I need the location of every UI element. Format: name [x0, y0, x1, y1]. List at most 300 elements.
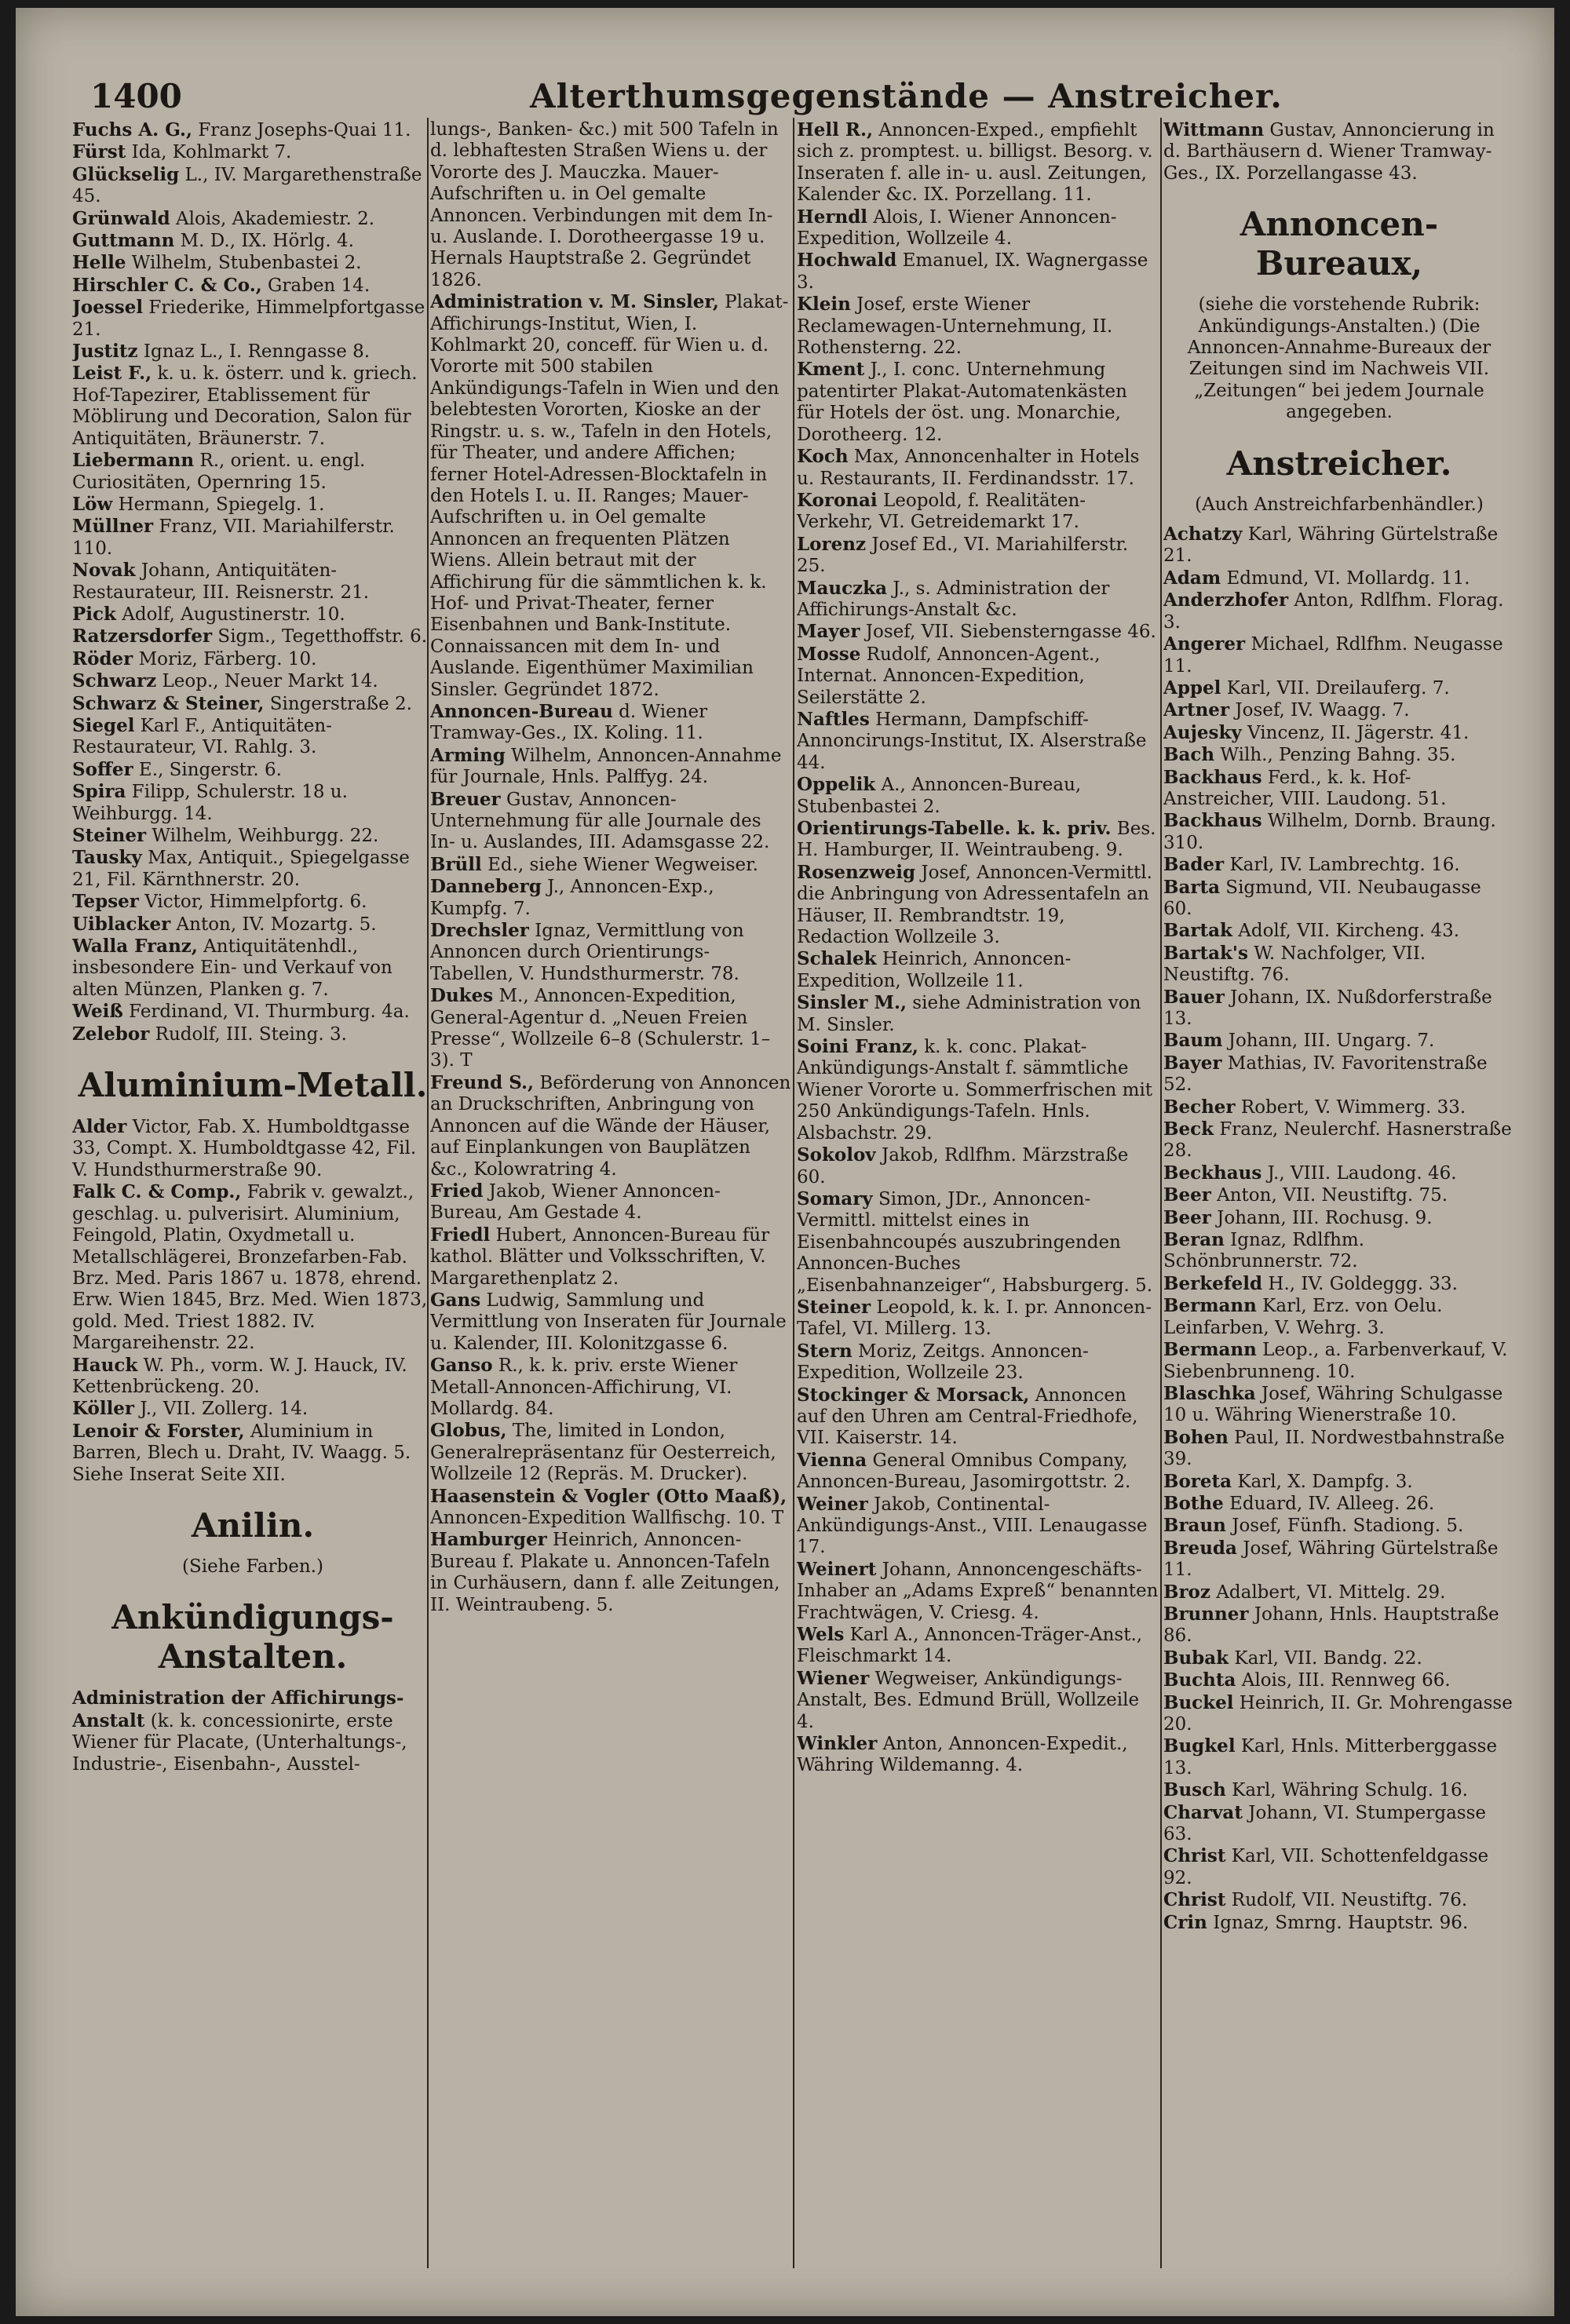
directory-entry	[72, 626, 433, 648]
entry-details: W. Nachfolger, VII. Neustiftg. 76.	[1163, 943, 1426, 986]
directory-entry	[797, 1297, 1159, 1341]
directory-entry	[72, 670, 433, 692]
entry-details: Moriz, Färberg. 10.	[133, 648, 317, 669]
directory-entry	[72, 936, 433, 1001]
entry-name: Arming	[430, 744, 506, 766]
entry-name: Breuda	[1163, 1537, 1237, 1559]
entry-name: Bubak	[1163, 1647, 1229, 1669]
entry-name: Walla Franz,	[72, 936, 198, 958]
entry-details: Josef, Fünfh. Stadiong. 5.	[1225, 1516, 1464, 1537]
entry-details: Eduard, IV. Alleeg. 26.	[1223, 1493, 1435, 1514]
entry-name: Schalek	[797, 948, 877, 970]
directory-entry	[797, 1341, 1159, 1385]
entry-name: Beran	[1163, 1229, 1225, 1251]
entry-details: Josef, Annoncen-Vermittl. die Anbringung von Adressentafeln an Häuser, II. Rembrandtstr. 19, Redaction Wollzeile 3.	[797, 862, 1152, 948]
entry-name: Löw	[72, 493, 113, 515]
entry-details: Ignaz, Smrng. Hauptstr. 96.	[1207, 1912, 1469, 1933]
entry-name: Artner	[1163, 699, 1230, 721]
entry-name: Blaschka	[1163, 1382, 1256, 1404]
entry-details: Vincenz, II. Jägerstr. 41.	[1241, 722, 1470, 743]
directory-entry	[1163, 943, 1515, 987]
entry-details: Wegweiser, Ankündigungs-Anstalt, Bes. Edmund Brüll, Wollzeile 4.	[797, 1668, 1140, 1732]
directory-entry	[1163, 1471, 1515, 1493]
entry-details: Michael, Rdlfhm. Neugasse 11.	[1163, 634, 1503, 677]
directory-entry	[430, 1072, 791, 1180]
directory-entry	[797, 621, 1159, 643]
page-header	[90, 77, 1495, 124]
entry-name: Bauer	[1163, 986, 1225, 1008]
entry-details: Karl, Erz. von Oelu. Leinfarben, V. Wehrg. 3.	[1163, 1296, 1443, 1338]
entry-details: Alois, I. Wiener Annoncen-Expedition, Wollzeile 4.	[797, 206, 1117, 250]
directory-entry	[1163, 1692, 1515, 1736]
entry-details: Karl, VII. Schottenfeldgasse 92.	[1163, 1846, 1489, 1888]
entry-name: Bader	[1163, 854, 1225, 876]
entry-details: J., I. conc. Unternehmung patentirter Plakat-Automatenkästen für Hotels der öst. ung. Monarchie, Dorotheerg. 12.	[797, 359, 1127, 445]
directory-entry	[430, 1486, 791, 1530]
entry-name: Siegel	[72, 714, 135, 736]
entry-name: Naftles	[797, 708, 870, 730]
directory-entry	[797, 1450, 1159, 1494]
entry-name: Bach	[1163, 744, 1215, 766]
directory-entry	[72, 252, 433, 274]
entry-name: Brunner	[1163, 1603, 1249, 1625]
directory-entry	[430, 854, 791, 876]
entry-details: Robert, V. Wimmerg. 33.	[1235, 1096, 1466, 1118]
section-heading: Aluminium-Metall.	[78, 1066, 428, 1105]
directory-entry	[72, 208, 433, 230]
entry-name: Ganso	[430, 1355, 493, 1377]
entry-name: Anderzhofer	[1163, 589, 1289, 611]
entry-details: Franz Josephs-Quai 11.	[192, 120, 411, 140]
entry-details: Adolf, Augustinerstr. 10.	[115, 604, 345, 625]
entry-details: Rudolf, III. Steing. 3.	[149, 1023, 347, 1045]
entry-name: Leist F.,	[72, 363, 152, 385]
directory-entry	[1163, 524, 1515, 567]
entry-name: Wittmann	[1163, 119, 1265, 140]
entry-details: Ignaz, Rdlfhm. Schönbrunnerstr. 72.	[1163, 1230, 1365, 1272]
directory-entry	[1163, 1582, 1515, 1603]
entry-details: Franz, VII. Mariahilferstr. 110.	[72, 516, 395, 559]
entry-details: Heinrich, Annoncen-Bureau f. Plakate u. Annoncen-Tafeln in Curhäusern, dann f. alle Zeitungen, II. Weintraubeng. 5.	[430, 1530, 780, 1615]
entry-details: Josef, Währing Schulgasse 10 u. Währing Wienerstraße 10.	[1163, 1383, 1503, 1426]
directory-entry	[72, 494, 433, 516]
section-note: (Auch Anstreichfarbenhändler.)	[1195, 494, 1484, 515]
page-number: 1400	[90, 77, 182, 115]
entry-details: Rudolf, Annoncen-Agent., Internat. Annoncen-Expedition, Seilerstätte 2.	[797, 644, 1101, 708]
directory-entry	[1163, 1339, 1515, 1383]
directory-entry	[72, 1023, 433, 1045]
entry-details: W. Ph., vorm. W. J. Hauck, IV. Kettenbrückeng. 20.	[72, 1355, 407, 1397]
directory-entry	[797, 1559, 1159, 1624]
entry-name: Broz	[1163, 1581, 1210, 1603]
entry-name: Buckel	[1163, 1691, 1234, 1713]
directory-entry	[430, 1529, 791, 1616]
entry-details: Moriz, Zeitgs. Annoncen-Expedition, Wollzeile 23.	[797, 1341, 1089, 1384]
directory-entry	[1163, 1383, 1515, 1427]
entry-name: Hirschler C. & Co.,	[72, 274, 262, 296]
entry-name: Tepser	[72, 891, 139, 913]
entry-name: Sinsler M.,	[797, 992, 907, 1014]
directory-entry	[797, 119, 1159, 206]
directory-entry	[72, 1181, 433, 1354]
entry-name: Drechsler	[430, 920, 529, 942]
entry-name: Oppelik	[797, 774, 876, 796]
directory-entry	[72, 693, 433, 715]
entry-details: Josef, VII. Siebensterngasse 46.	[860, 622, 1156, 643]
entry-details: k. u. k. österr. und k. griech. Hof-Tapezirer, Etablissement für Möblirung und Decoration, Salon für Antiquitäten, Bräunerstr. 7.	[72, 363, 418, 449]
entry-details: Rudolf, VII. Neustiftg. 76.	[1225, 1890, 1468, 1911]
entry-details: Wilh., Penzing Bahng. 35.	[1214, 745, 1456, 766]
entry-details: Wilhelm, Dornb. Braung. 310.	[1163, 811, 1496, 853]
directory-entry	[797, 862, 1159, 949]
entry-name: Klein	[797, 294, 851, 316]
directory-entry	[72, 341, 433, 363]
entry-details: Johann, Annoncengeschäfts-Inhaber an „Adams Expreß“ benannten Frachtwägen, V. Criesg. 4.	[797, 1559, 1159, 1623]
column-2	[430, 119, 791, 2270]
entry-details: Karl, Währing Schulg. 16.	[1225, 1780, 1468, 1801]
entry-details: Karl F., Antiquitäten-Restaurateur, VI. Rahlg. 3.	[72, 715, 332, 758]
section-heading: Anstreicher.	[1226, 443, 1452, 483]
section-heading: Ankündigungs-Anstalten.	[111, 1598, 394, 1676]
directory-entry	[797, 992, 1159, 1036]
entry-name: Berkefeld	[1163, 1272, 1263, 1294]
entry-name: Müllner	[72, 516, 154, 538]
directory-entry	[72, 141, 433, 163]
section-note: (siehe die vorstehende Rubrik: Ankündigungs-Anstalten.) (Die Annoncen-Annahme-Bureaux der Zeitungen sind im Nachweis VII. „Zeitungen“ bei jedem Journale angegeben.	[1187, 294, 1492, 423]
entry-details: Annoncen auf den Uhren am Central-Friedhofe, VII. Kaiserstr. 14.	[797, 1385, 1138, 1449]
entry-name: Fuchs A. G.,	[72, 119, 193, 140]
entry-details: Johann, Antiquitäten-Restaurateur, III. Reisnerstr. 21.	[72, 560, 370, 603]
entry-name: Zelebor	[72, 1023, 150, 1045]
column-3	[797, 119, 1159, 2270]
entry-name: Liebermann	[72, 450, 195, 472]
directory-entry	[1163, 1802, 1515, 1846]
entry-name: Hell R.,	[797, 119, 873, 140]
entry-name: Becher	[1163, 1096, 1236, 1118]
directory-entry	[797, 818, 1159, 862]
directory-entry	[1163, 1295, 1515, 1339]
entry-details: Annoncen-Expedition Wallfischg. 10. T	[430, 1508, 784, 1528]
entry-name: Friedl	[430, 1224, 491, 1246]
entry-details: Ferd., k. k. Hof-Anstreicher, VIII. Laudong. 51.	[1163, 767, 1447, 809]
directory-entry	[1163, 987, 1515, 1031]
directory-entry	[72, 164, 433, 208]
entry-name: Soini Franz,	[797, 1036, 918, 1058]
entry-details: H., IV. Goldeggg. 33.	[1262, 1273, 1458, 1294]
entry-details: Josef, erste Wiener Reclamewagen-Unternehmung, II. Rothensterng. 22.	[797, 294, 1113, 359]
directory-entry	[430, 1290, 791, 1355]
entry-name: Wels	[797, 1624, 845, 1646]
directory-entry	[1163, 567, 1515, 589]
entry-details: d. Wiener Tramway-Ges., IX. Koling. 11.	[430, 701, 708, 744]
entry-details: Ignaz L., I. Renngasse 8.	[137, 341, 371, 363]
directory-entry	[1163, 1889, 1515, 1911]
directory-entry	[797, 1624, 1159, 1668]
entry-name: Somary	[797, 1188, 873, 1209]
entry-name: Röder	[72, 648, 133, 669]
entry-name: Beckhaus	[1163, 1162, 1262, 1184]
directory-entry	[1163, 1207, 1515, 1229]
entry-details: Wilhelm, Annoncen-Annahme für Journale, Hnls. Palffyg. 24.	[430, 745, 782, 788]
entry-name: Glückselig	[72, 163, 180, 185]
entry-details: Simon, JDr., Annoncen-Vermittl. mittelst eines in Eisenbahncoupés auszubringenden Annoncen-Buches „Eisenbahnanzeiger“, Habsburgerg. 5.	[797, 1188, 1153, 1296]
entry-name: Angerer	[1163, 633, 1246, 655]
entry-details: J., Annoncen-Exp., Kumpfg. 7.	[430, 877, 714, 919]
directory-entry	[72, 891, 433, 913]
directory-entry	[797, 359, 1159, 446]
entry-details: Gustav, Annoncierung in d. Barthäusern d. Wiener Tramway-Ges., IX. Porzellangasse 43.	[1163, 120, 1495, 184]
entry-details: Ida, Kohlmarkt 7.	[126, 142, 292, 163]
directory-entry	[430, 985, 791, 1072]
entry-details: Josef, Währing Gürtelstraße 11.	[1163, 1538, 1499, 1581]
entry-name: Koronai	[797, 489, 878, 511]
directory-entry	[72, 914, 433, 936]
column-rule	[1160, 118, 1162, 2268]
entry-name: Lorenz	[797, 533, 867, 555]
entry-name: Haasenstein & Vogler (Otto Maaß),	[430, 1485, 787, 1507]
entry-details: Karl, X. Dampfg. 3.	[1232, 1471, 1413, 1492]
directory-entry	[72, 1355, 433, 1399]
entry-name: Winkler	[797, 1733, 878, 1755]
entry-name: Hauck	[72, 1354, 138, 1376]
entry-details: Hubert, Annoncen-Bureau für kathol. Blätter und Volksschriften, V. Margarethenplatz 2.	[430, 1224, 770, 1289]
entry-name: Charvat	[1163, 1801, 1243, 1823]
section-heading: Anilin.	[191, 1505, 315, 1545]
directory-entry	[797, 1668, 1159, 1733]
entry-name: Backhaus	[1163, 766, 1262, 788]
directory-entry	[72, 648, 433, 670]
entry-details: Johann, III. Rochusg. 9.	[1210, 1207, 1433, 1228]
entry-details: Wilhelm, Weihburgg. 22.	[146, 826, 379, 846]
directory-entry	[72, 1001, 433, 1023]
directory-entry	[1163, 1603, 1515, 1647]
entry-name: Annoncen-Bureau	[430, 700, 613, 722]
entry-details: Alois, III. Rennweg 66.	[1236, 1670, 1451, 1691]
entry-details: Beförderung von Annoncen an Druckschriften, Anbringung von Annoncen auf die Wände der Häuser, auf Einplankungen von Bauplätzen &c., Kolowratring 4.	[430, 1072, 791, 1180]
entry-details: Sigm., Tegetthoffstr. 6.	[212, 626, 428, 648]
entry-name: Spira	[72, 781, 126, 803]
entry-name: Baum	[1163, 1030, 1223, 1052]
entry-details: siehe Administration von M. Sinsler.	[797, 993, 1141, 1035]
entry-details: The, limited in London, Generalrepräsentanz für Oesterreich, Wollzeile 12 (Repräs. M. Drucker).	[430, 1421, 776, 1485]
entry-name: Aujesky	[1163, 721, 1242, 743]
directory-entry	[1163, 1162, 1515, 1184]
directory-entry	[430, 789, 791, 854]
entry-name: Schwarz & Steiner,	[72, 692, 265, 714]
entry-details: J., s. Administration der Affichirungs-Anstalt &c.	[797, 578, 1110, 620]
directory-entry	[430, 701, 791, 745]
entry-details: Anton, Annoncen-Expedit., Währing Wildemanng. 4.	[797, 1734, 1128, 1776]
entry-name: Ratzersdorfer	[72, 626, 213, 648]
entry-details: Sigmund, VII. Neubaugasse 60.	[1163, 877, 1481, 919]
entry-name: Joessel	[72, 297, 144, 319]
entry-details: Johann, VI. Stumpergasse 63.	[1163, 1802, 1487, 1845]
directory-entry	[1163, 119, 1515, 184]
directory-entry	[797, 1385, 1159, 1450]
directory-entry	[72, 1116, 433, 1181]
entry-name: Christ	[1163, 1845, 1226, 1867]
entry-details: Aluminium in Barren, Blech u. Draht, IV. Waagg. 5. Siehe Inserat Seite XII.	[72, 1421, 411, 1485]
directory-entry	[72, 275, 433, 297]
entry-name: Helle	[72, 252, 126, 274]
entry-name: Falk C. & Comp.,	[72, 1181, 242, 1203]
entry-name: Backhaus	[1163, 810, 1262, 832]
entry-details: Anton, Rdlfhm. Florag. 3.	[1163, 590, 1504, 633]
entry-name: Justitz	[72, 341, 138, 363]
entry-details: Mathias, IV. Favoritenstraße 52.	[1163, 1053, 1488, 1096]
entry-name: Wiener	[797, 1667, 870, 1689]
directory-entry	[1163, 1912, 1515, 1934]
entry-details: Karl, VII. Dreilauferg. 7.	[1221, 677, 1450, 699]
column-1	[72, 119, 433, 2270]
directory-entry	[1163, 1427, 1515, 1471]
entry-name: Steiner	[72, 825, 147, 846]
entry-details: Gustav, Annoncen-Unternehmung für alle Journale des In- u. Auslandes, III. Adamsgasse 22.	[430, 789, 770, 853]
entry-name: Hochwald	[797, 250, 897, 272]
directory-entry	[72, 759, 433, 781]
directory-entry	[72, 1421, 433, 1486]
directory-entry	[797, 644, 1159, 709]
entry-details: Anton, VII. Neustiftg. 75.	[1210, 1185, 1448, 1206]
entry-details: E., Singerstr. 6.	[133, 759, 282, 780]
entry-details: Singerstraße 2.	[264, 693, 412, 714]
entry-name: Orientirungs-Tabelle. k. k. priv.	[797, 818, 1112, 839]
entry-details: Jakob, Rdlfhm. Märzstraße 60.	[797, 1145, 1129, 1188]
directory-entry	[1163, 1053, 1515, 1096]
entry-name: Hamburger	[430, 1529, 547, 1551]
directory-entry	[797, 446, 1159, 490]
entry-name: Crin	[1163, 1911, 1207, 1933]
entry-name: Christ	[1163, 1889, 1226, 1911]
entry-details: Victor, Himmelpfortg. 6.	[138, 892, 367, 913]
directory-entry	[430, 1224, 791, 1290]
entry-name: Weiner	[797, 1493, 868, 1515]
directory-entry	[430, 1420, 791, 1485]
directory-entry	[1163, 1669, 1515, 1691]
entry-name: Beer	[1163, 1184, 1211, 1206]
entry-name: Appel	[1163, 677, 1221, 699]
entry-name: Herndl	[797, 206, 868, 228]
entry-details: Plakat-Affichirungs-Institut, Wien, I. Kohlmarkt 20, conceff. für Wien u. d. Vororte mit 500 stabilen Ankündigungs-Tafeln in Wien und den belebtesten Vororten, Kioske an der Ringstr. u. s. w., Tafeln in den Hotels, für Theater, und andere Affichen; ferner Hotel-Adressen-Blocktafeln in den Hotels I. u. II. Ranges; Mauer-Aufschriften u. in Oel gemalte Annoncen an frequenten Plätzen Wiens. Allein betraut mit der Affichirung für die sämmtlichen k. k. Hof- und Privat-Theater, ferner Eisenbahnen und Bank-Institute. Connaissancen mit dem In- und Auslande. Eigenthümer Maximilian Sinsler. Gegründet 1872.	[430, 292, 789, 700]
directory-entry	[72, 825, 433, 847]
entry-details: L., IV. Margarethenstraße 45.	[72, 164, 422, 207]
directory-entry	[430, 119, 791, 291]
entry-details: Adalbert, VI. Mittelg. 29.	[1210, 1582, 1446, 1603]
entry-name: Administration v. M. Sinsler,	[430, 291, 719, 313]
entry-name: Bothe	[1163, 1492, 1224, 1514]
directory-entry	[1163, 699, 1515, 721]
directory-entry	[1163, 1273, 1515, 1295]
directory-entry	[1163, 744, 1515, 766]
entry-name: Achatzy	[1163, 524, 1243, 545]
entry-details: Johann, III. Ungarg. 7.	[1222, 1031, 1435, 1052]
entry-details: Wilhelm, Stubenbastei 2.	[126, 253, 362, 274]
directory-entry	[1163, 877, 1515, 921]
entry-details: Emanuel, IX. Wagnergasse 3.	[797, 250, 1148, 293]
entry-name: Freund S.,	[430, 1071, 535, 1093]
directory-entry	[797, 1144, 1159, 1188]
entry-name: Mauczka	[797, 577, 887, 599]
entry-details: Johann, Hnls. Hauptstraße 86.	[1163, 1603, 1499, 1647]
entry-details: Annoncen-Exped., empfiehlt sich z. promptest. u. billigst. Besorg. v. Inseraten f. alle in- u. ausl. Zeitungen, Kalender &c. IX. Porzellang. 11.	[797, 120, 1153, 206]
entry-details: Karl, VII. Bandg. 22.	[1229, 1647, 1422, 1669]
directory-entry	[1163, 1184, 1515, 1206]
directory-entry	[430, 1355, 791, 1420]
entry-name: Bermann	[1163, 1339, 1257, 1361]
entry-details: M., Annoncen-Expedition, General-Agentur d. „Neuen Freien Presse“, Wollzeile 6–8 (Schulerstr. 1–3). T	[430, 986, 771, 1071]
entry-details: Alois, Akademiestr. 2.	[170, 208, 375, 229]
entry-details: Edmund, VI. Mollardg. 11.	[1221, 567, 1470, 589]
directory-entry	[1163, 1030, 1515, 1052]
entry-details: Karl, IV. Lambrechtg. 16.	[1224, 855, 1460, 876]
entry-name: Gans	[430, 1289, 481, 1311]
directory-entry	[72, 560, 433, 604]
entry-details: Karl, Währing Gürtelstraße 21.	[1163, 524, 1499, 567]
directory-entry	[797, 709, 1159, 774]
directory-entry	[72, 847, 433, 891]
entry-name: Stockinger & Morsack,	[797, 1384, 1030, 1406]
entry-details: Hermann, Spiegelg. 1.	[112, 494, 325, 515]
directory-entry	[72, 363, 433, 450]
directory-entry	[72, 119, 433, 141]
entry-details: R., k. k. priv. erste Wiener Metall-Annoncen-Affichirung, VI. Mollardg. 84.	[430, 1355, 738, 1419]
directory-entry	[1163, 1515, 1515, 1537]
directory-entry	[72, 516, 433, 560]
directory-entry	[797, 490, 1159, 534]
directory-entry	[797, 534, 1159, 578]
entry-details: Ed., siehe Wiener Wegweiser.	[481, 854, 758, 875]
entry-name: Sokolov	[797, 1144, 876, 1166]
entry-details: R., orient. u. engl. Curiositäten, Opernring 15.	[72, 451, 366, 493]
running-title: Alterthumsgegenstände — Anstreicher.	[530, 77, 1283, 115]
directory-entry	[1163, 1229, 1515, 1273]
entry-details: A., Annoncen-Bureau, Stubenbastei 2.	[797, 775, 1082, 817]
entry-details: Ignaz, Vermittlung von Annoncen durch Orientirungs-Tabellen, V. Hundsthurmerstr. 78.	[430, 921, 744, 984]
directory-entry	[1163, 810, 1515, 854]
entry-name: Novak	[72, 560, 136, 582]
directory-entry	[797, 250, 1159, 294]
entry-details: Anton, IV. Mozartg. 5.	[170, 914, 377, 935]
directory-entry	[1163, 1118, 1515, 1162]
entry-name: Mayer	[797, 621, 860, 643]
directory-entry	[430, 876, 791, 920]
entry-name: Stern	[797, 1340, 853, 1362]
entry-details: Fabrik v. gewalzt., geschlag. u. pulverisirt. Aluminium, Feingold, Platin, Oxydmetall u. Metallschlägerei, Bronzefarben-Fab. Brz. Med. Paris 1867 u. 1878, ehrend. Erw. Wien 1845, Brz. Med. Wien 1873, gold. Med. Triest 1882. IV. Margareihenstr. 22.	[72, 1182, 428, 1354]
entry-details: Karl, Hnls. Mitterberggasse 13.	[1163, 1736, 1498, 1779]
entry-details: Victor, Fab. X. Humboldtgasse 33, Compt. X. Humboldtgasse 42, Fil. V. Hundsthurmerstraße 90.	[72, 1117, 417, 1180]
directory-entry	[72, 1398, 433, 1420]
entry-name: Bugkel	[1163, 1735, 1236, 1757]
entry-name: Weinert	[797, 1558, 877, 1580]
directory-entry	[797, 294, 1159, 359]
section-heading: Annoncen-Bureaux,	[1240, 205, 1439, 283]
directory-entry	[1163, 1493, 1515, 1515]
entry-name: Alder	[72, 1116, 127, 1138]
entry-details: Adolf, VII. Kircheng. 43.	[1232, 921, 1460, 942]
entry-name: Bartak's	[1163, 942, 1248, 964]
directory-entry	[1163, 677, 1515, 699]
entry-name: Braun	[1163, 1515, 1226, 1537]
directory-entry	[797, 578, 1159, 622]
directory-entry	[797, 1733, 1159, 1777]
column-rule	[793, 118, 794, 2268]
entry-details: lungs-, Banken- &c.) mit 500 Tafeln in d. lebhaftesten Straßen Wiens u. der Vororte des J. Mauczka. Mauer-Aufschriften u. in Oel gemalte Annoncen. Verbindungen mit dem In- u. Auslande. I. Dorotheergasse 19 u. Hernals Hauptstraße 2. Gegründet 1826.	[430, 119, 779, 290]
directory-entry	[72, 604, 433, 626]
entry-name: Weiß	[72, 1001, 123, 1023]
entry-details: J., VII. Zollerg. 14.	[134, 1399, 309, 1420]
directory-entry	[72, 450, 433, 494]
entry-details: Heinrich, Annoncen-Expedition, Wollzeile 11.	[797, 949, 1072, 991]
